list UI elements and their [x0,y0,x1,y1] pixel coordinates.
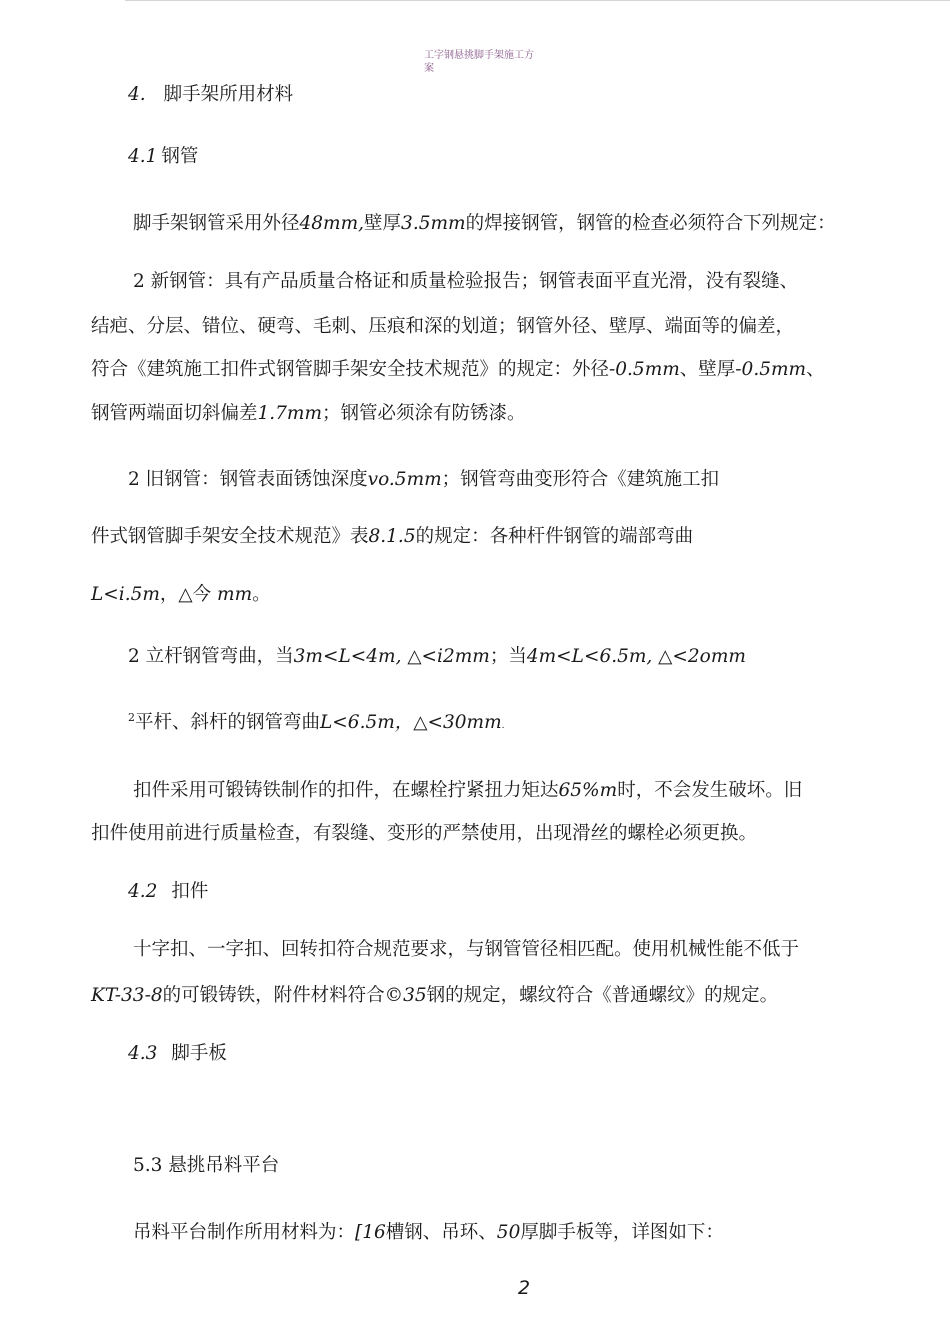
heading-4-1 [128,142,198,168]
heading-4 [128,80,293,106]
heading-4-3 [128,1039,227,1065]
header-rule [125,0,950,1]
heading-4-1-title: 钢管 [161,146,199,167]
header-line-1: 工字钢悬挑脚手架施工方 [424,50,534,61]
heading-4-number: 4. [128,84,146,105]
heading-4-3-number: 4.3 [128,1043,158,1064]
header-line-2: 案 [424,63,434,74]
heading-4-3-title: 脚手板 [171,1043,227,1064]
running-header [424,49,574,75]
paragraph-pipe-spec: 脚手架钢管采用外径48mm,壁厚3.5mm的焊接钢管，钢管的检查必须符合下列规定： [133,213,836,234]
page-number: 2 [518,1277,531,1299]
paragraph-horizontal-bend: $^2$平杆、斜杆的钢管弯曲L<6.5m，△<30mm. [128,710,505,733]
heading-4-2 [128,877,208,903]
paragraph-upright-bend: 2 立杆钢管弯曲，当3m<L<4m, △<i2mm；当4m<L<6.5m, △<2omm [128,646,746,667]
heading-4-title: 脚手架所用材料 [163,84,294,105]
heading-4-2-title: 扣件 [171,881,209,902]
heading-5-3: 5.3 悬挑吊料平台 [133,1155,280,1176]
heading-4-2-number: 4.2 [128,881,158,902]
paragraph-platform-materials: 吊料平台制作所用材料为：[16槽钢、吊环、50厚脚手板等，详图如下： [133,1222,724,1243]
heading-4-1-number: 4.1 [128,146,158,167]
